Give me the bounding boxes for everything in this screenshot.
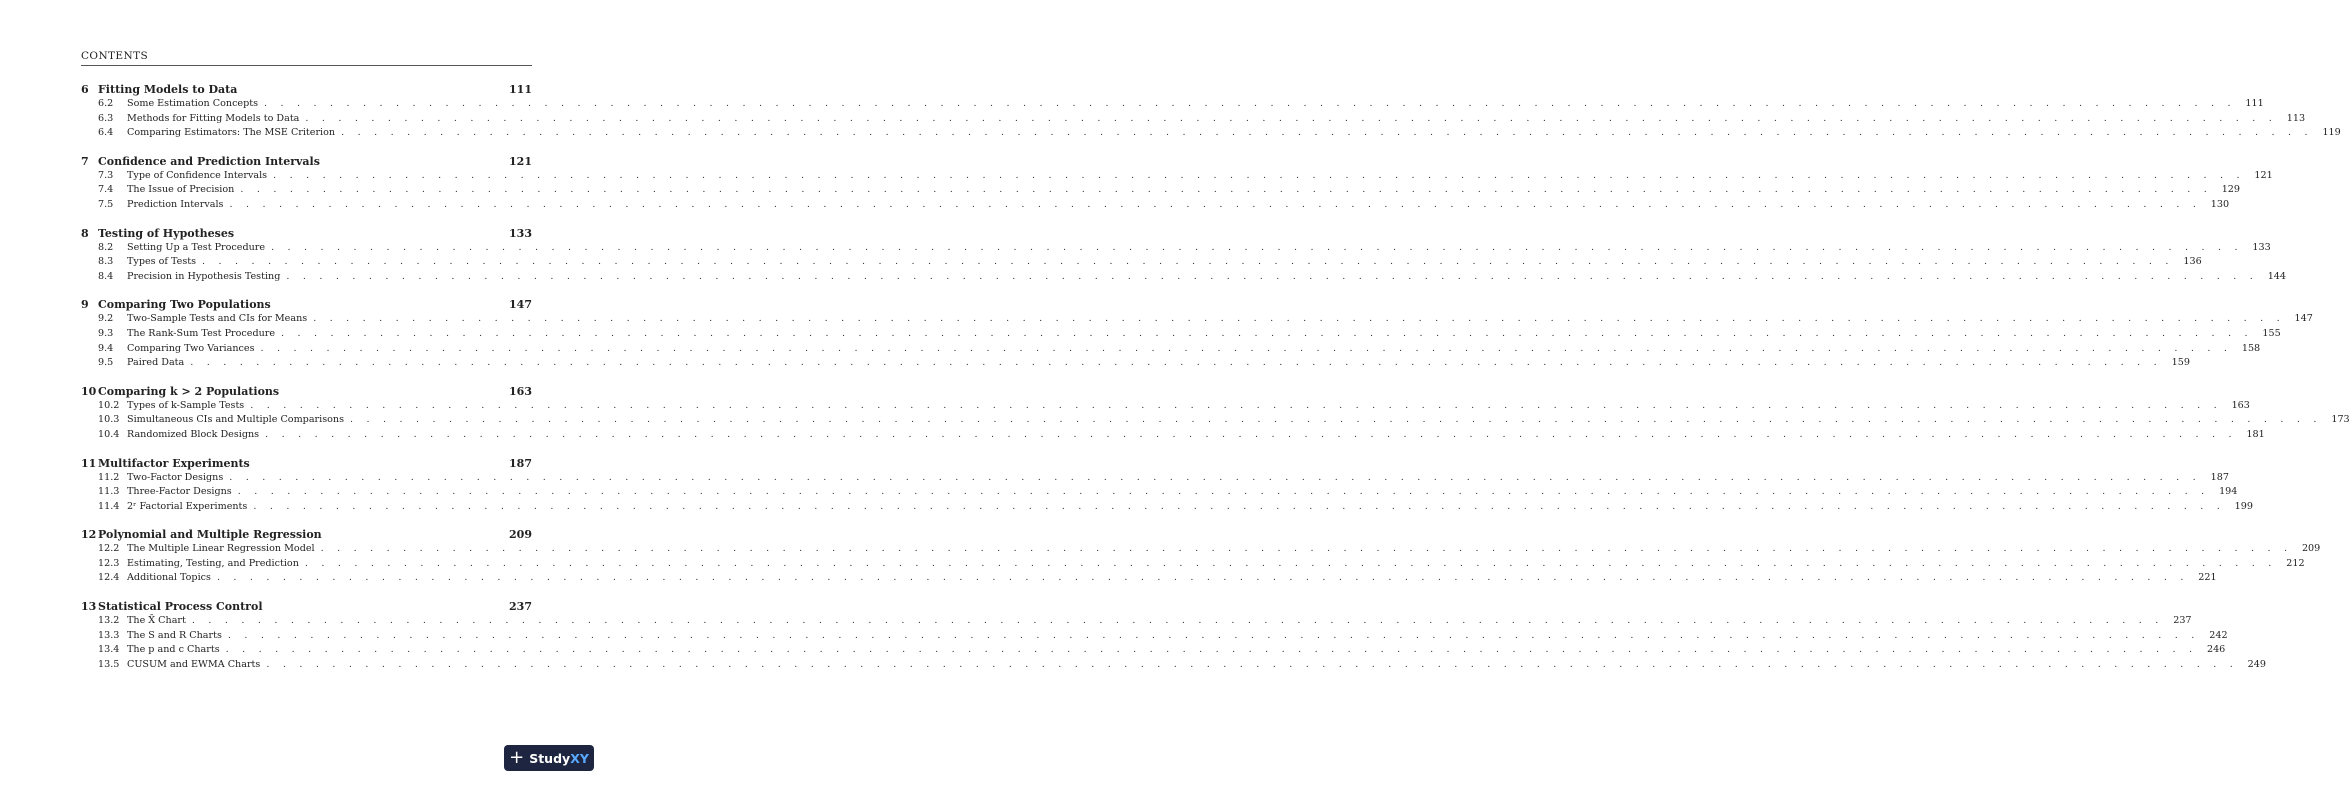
brand-accent: XY [570, 750, 589, 766]
chapter-title: Comparing k > 2 Populations [98, 384, 280, 398]
brand-main: Study [529, 750, 571, 766]
section-number: 9.5 [98, 357, 114, 369]
chapter-title: Polynomial and Multiple Regression [98, 528, 322, 542]
section-entry[interactable] [81, 500, 2253, 515]
section-number: 12.4 [98, 572, 120, 584]
section-title: Three-Factor Designs [127, 486, 232, 498]
section-entry[interactable] [81, 542, 2321, 557]
section-page: 121 [2254, 169, 2273, 181]
section-number: 6.4 [98, 127, 114, 139]
dot-leader: . . . . . . . . . . . . . . . . . . . . . . . . . . . . . . . . . . . . . . . . . . . . . . . . . . . . . . . . . . . . . . . . . . . . . . . . . . . . . . . . . . . . . . . . . . . . . . . . . . . . . . . . . . . . . . . . . . . . . . . . [266, 658, 2238, 670]
section-entry[interactable] [81, 614, 2192, 629]
section-title: The Issue of Precision [127, 184, 235, 196]
dot-leader: . . . . . . . . . . . . . . . . . . . . . . . . . . . . . . . . . . . . . . . . . . . . . . . . . . . . . . . . . . . . . . . . . . . . . . . . . . . . . . . . . . . . . . . . . . . . . . . . . . . . . . . . . . . . . . . . . . . . . . . . [229, 198, 2202, 210]
section-page: 181 [2246, 428, 2265, 440]
chapter-entry[interactable] [81, 457, 532, 471]
section-entry[interactable] [81, 356, 2190, 371]
section-page: 130 [2210, 198, 2230, 210]
chapter-title: Comparing Two Populations [98, 298, 271, 312]
section-title: Prediction Intervals [127, 198, 224, 210]
section-entry[interactable] [81, 571, 2217, 586]
section-entry[interactable] [81, 126, 2341, 141]
chapter-page: 209 [509, 528, 532, 542]
section-page: 173 [2331, 414, 2350, 426]
section-title: Additional Topics [127, 572, 211, 584]
dot-leader: . . . . . . . . . . . . . . . . . . . . . . . . . . . . . . . . . . . . . . . . . . . . . . . . . . . . . . . . . . . . . . . . . . . . . . . . . . . . . . . . . . . . . . . . . . . . . . . . . . . . . . . . . . . . . . . . . . . . . . . . [313, 313, 2285, 325]
chapter-entry[interactable] [81, 528, 532, 542]
section-number: 8.2 [98, 241, 114, 253]
section-title: 2ʳ Factorial Experiments [127, 500, 248, 512]
chapter-title: Confidence and Prediction Intervals [98, 154, 320, 168]
section-number: 10.2 [98, 399, 120, 411]
dot-leader: . . . . . . . . . . . . . . . . . . . . . . . . . . . . . . . . . . . . . . . . . . . . . . . . . . . . . . . . . . . . . . . . . . . . . . . . . . . . . . . . . . . . . . . . . . . . . . . . . . . . . . . . . . . . . . . . . . . . . . . . [227, 629, 2200, 641]
section-page: 155 [2262, 327, 2281, 339]
section-title: Two-Sample Tests and CIs for Means [127, 313, 308, 325]
section-number: 11.2 [98, 471, 120, 483]
dot-leader: . . . . . . . . . . . . . . . . . . . . . . . . . . . . . . . . . . . . . . . . . . . . . . . . . . . . . . . . . . . . . . . . . . . . . . . . . . . . . . . . . . . . . . . . . . . . . . . . . . . . . . . . . . . . . . . . . . . . . . . . [264, 98, 2236, 109]
section-page: 237 [2173, 615, 2192, 627]
section-page: 242 [2209, 629, 2228, 641]
section-title: Comparing Estimators: The MSE Criterion [127, 127, 336, 139]
section-entry[interactable] [81, 471, 2229, 486]
chapter-entry[interactable] [81, 155, 532, 169]
chapter-title: Fitting Models to Data [98, 83, 238, 96]
dot-leader: . . . . . . . . . . . . . . . . . . . . . . . . . . . . . . . . . . . . . . . . . . . . . . . . . . . . . . . . . . . . . . . . . . . . . . . . . . . . . . . . . . . . . . . . . . . . . . . . . . . . . . . . . . . . . . . . . . . . . . . . [281, 327, 2253, 339]
section-number: 7.4 [98, 184, 114, 196]
section-number: 10.4 [98, 428, 120, 440]
chapter-number: 9 [81, 298, 89, 312]
section-page: 212 [2286, 557, 2305, 569]
section-entry[interactable] [81, 629, 2228, 644]
dot-leader: . . . . . . . . . . . . . . . . . . . . . . . . . . . . . . . . . . . . . . . . . . . . . . . . . . . . . . . . . . . . . . . . . . . . . . . . . . . . . . . . . . . . . . . . . . . . . . . . . . . . . . . . . . . . . . . . . . . . . . . . [260, 342, 2233, 354]
section-entry[interactable] [81, 413, 2350, 428]
section-page: 111 [2245, 98, 2264, 109]
section-page: 163 [2231, 399, 2250, 411]
dot-leader: . . . . . . . . . . . . . . . . . . . . . . . . . . . . . . . . . . . . . . . . . . . . . . . . . . . . . . . . . . . . . . . . . . . . . . . . . . . . . . . . . . . . . . . . . . . . . . . . . . . . . . . . . . . . . . . . . . . . . . . . [225, 644, 2198, 656]
toc-chapter [81, 226, 2286, 285]
section-title: Randomized Block Designs [127, 428, 260, 440]
section-title: Types of k-Sample Tests [127, 399, 245, 411]
dot-leader: . . . . . . . . . . . . . . . . . . . . . . . . . . . . . . . . . . . . . . . . . . . . . . . . . . . . . . . . . . . . . . . . . . . . . . . . . . . . . . . . . . . . . . . . . . . . . . . . . . . . . . . . . . . . . . . . . . . . . . . . [240, 184, 2212, 196]
section-entry[interactable] [81, 241, 2271, 256]
section-title: The S and R Charts [127, 629, 222, 641]
section-page: 147 [2294, 313, 2313, 325]
section-number: 13.4 [98, 644, 120, 656]
section-entry[interactable] [81, 428, 2265, 443]
chapter-number: 7 [81, 154, 89, 168]
section-page: 129 [2221, 184, 2240, 196]
dot-leader: . . . . . . . . . . . . . . . . . . . . . . . . . . . . . . . . . . . . . . . . . . . . . . . . . . . . . . . . . . . . . . . . . . . . . . . . . . . . . . . . . . . . . . . . . . . . . . . . . . . . . . . . . . . . . . . . . . . . . . . . [229, 471, 2201, 483]
section-number: 7.5 [98, 198, 114, 210]
section-page: 144 [2267, 270, 2286, 282]
table-of-contents [81, 83, 2350, 672]
section-title: Estimating, Testing, and Prediction [127, 557, 299, 569]
section-title: The Rank-Sum Test Procedure [127, 327, 276, 339]
dot-leader: . . . . . . . . . . . . . . . . . . . . . . . . . . . . . . . . . . . . . . . . . . . . . . . . . . . . . . . . . . . . . . . . . . . . . . . . . . . . . . . . . . . . . . . . . . . . . . . . . . . . . . . . . . . . . . . . . . . . . . . . [191, 615, 2164, 627]
section-entry[interactable] [81, 327, 2281, 342]
plus-icon: + [509, 747, 525, 768]
section-title: Types of Tests [127, 256, 197, 268]
dot-leader: . . . . . . . . . . . . . . . . . . . . . . . . . . . . . . . . . . . . . . . . . . . . . . . . . . . . . . . . . . . . . . . . . . . . . . . . . . . . . . . . . . . . . . . . . . . . . . . . . . . . . . . . . . . . . . . . . . . . . . . . [202, 256, 2174, 268]
chapter-number: 12 [81, 528, 97, 542]
section-title: Methods for Fitting Models to Data [127, 112, 300, 124]
section-number: 9.3 [98, 327, 114, 339]
toc-chapter [81, 528, 2321, 586]
chapter-number: 6 [81, 83, 89, 96]
running-head [81, 50, 532, 66]
section-number: 13.5 [98, 658, 120, 670]
section-page: 187 [2210, 471, 2229, 483]
page [81, 50, 2350, 686]
dot-leader: . . . . . . . . . . . . . . . . . . . . . . . . . . . . . . . . . . . . . . . . . . . . . . . . . . . . . . . . . . . . . . . . . . . . . . . . . . . . . . . . . . . . . . . . . . . . . . . . . . . . . . . . . . . . . . . . . . . . . . . . [305, 112, 2278, 124]
chapter-entry[interactable] [81, 227, 532, 241]
chapter-page: 133 [509, 226, 532, 240]
toc-chapter [81, 298, 2313, 370]
section-number: 11.4 [98, 500, 120, 512]
section-title: The Multiple Linear Regression Model [127, 543, 315, 555]
section-entry[interactable] [81, 485, 2238, 500]
section-entry[interactable] [81, 198, 2230, 213]
dot-leader: . . . . . . . . . . . . . . . . . . . . . . . . . . . . . . . . . . . . . . . . . . . . . . . . . . . . . . . . . . . . . . . . . . . . . . . . . . . . . . . . . . . . . . . . . . . . . . . . . . . . . . . . . . . . . . . . . . . . . . . . [350, 414, 2322, 426]
chapter-page: 187 [509, 456, 532, 470]
toc-chapter [81, 456, 2253, 515]
section-entry[interactable] [81, 255, 2202, 270]
chapter-page: 237 [509, 600, 532, 614]
dot-leader: . . . . . . . . . . . . . . . . . . . . . . . . . . . . . . . . . . . . . . . . . . . . . . . . . . . . . . . . . . . . . . . . . . . . . . . . . . . . . . . . . . . . . . . . . . . . . . . . . . . . . . . . . . . . . . . . . . . . . . . . [216, 572, 2189, 584]
dot-leader: . . . . . . . . . . . . . . . . . . . . . . . . . . . . . . . . . . . . . . . . . . . . . . . . . . . . . . . . . . . . . . . . . . . . . . . . . . . . . . . . . . . . . . . . . . . . . . . . . . . . . . . . . . . . . . . . . . . . . . . . [250, 399, 2222, 411]
section-title: Simultaneous CIs and Multiple Comparisons [127, 414, 344, 426]
dot-leader: . . . . . . . . . . . . . . . . . . . . . . . . . . . . . . . . . . . . . . . . . . . . . . . . . . . . . . . . . . . . . . . . . . . . . . . . . . . . . . . . . . . . . . . . . . . . . . . . . . . . . . . . . . . . . . . . . . . . . . . . [253, 500, 2225, 512]
section-page: 159 [2171, 357, 2190, 369]
section-page: 119 [2322, 127, 2341, 139]
section-title: Paired Data [127, 357, 185, 369]
section-title: CUSUM and EWMA Charts [127, 658, 261, 670]
section-page: 221 [2198, 572, 2217, 584]
section-entry[interactable] [81, 270, 2286, 285]
dot-leader: . . . . . . . . . . . . . . . . . . . . . . . . . . . . . . . . . . . . . . . . . . . . . . . . . . . . . . . . . . . . . . . . . . . . . . . . . . . . . . . . . . . . . . . . . . . . . . . . . . . . . . . . . . . . . . . . . . . . . . . . [341, 127, 2313, 139]
section-entry[interactable] [81, 112, 2306, 127]
section-entry[interactable] [81, 342, 2261, 357]
chapter-page: 121 [509, 154, 532, 168]
section-number: 12.2 [98, 543, 120, 555]
section-entry[interactable] [81, 557, 2305, 572]
section-title: Setting Up a Test Procedure [127, 241, 266, 253]
chapter-number: 13 [81, 600, 97, 614]
section-page: 136 [2183, 256, 2202, 268]
section-page: 246 [2206, 644, 2226, 656]
section-page: 133 [2252, 241, 2271, 253]
section-number: 6.3 [98, 112, 114, 124]
section-title: Some Estimation Concepts [127, 98, 259, 109]
section-number: 11.3 [98, 486, 120, 498]
chapter-number: 11 [81, 456, 97, 470]
dot-leader: . . . . . . . . . . . . . . . . . . . . . . . . . . . . . . . . . . . . . . . . . . . . . . . . . . . . . . . . . . . . . . . . . . . . . . . . . . . . . . . . . . . . . . . . . . . . . . . . . . . . . . . . . . . . . . . . . . . . . . . . [265, 428, 2237, 440]
section-entry[interactable] [81, 183, 2240, 198]
chapter-number: 10 [81, 384, 97, 398]
section-entry[interactable] [81, 399, 2250, 414]
chapter-number: 8 [81, 226, 89, 240]
dot-leader: . . . . . . . . . . . . . . . . . . . . . . . . . . . . . . . . . . . . . . . . . . . . . . . . . . . . . . . . . . . . . . . . . . . . . . . . . . . . . . . . . . . . . . . . . . . . . . . . . . . . . . . . . . . . . . . . . . . . . . . . [320, 543, 2293, 555]
section-entry[interactable] [81, 658, 2266, 673]
section-entry[interactable] [81, 169, 2273, 184]
section-title: The p and c Charts [127, 644, 220, 656]
chapter-entry[interactable] [81, 298, 532, 312]
section-page: 158 [2241, 342, 2261, 354]
section-number: 8.4 [98, 270, 114, 282]
section-number: 9.4 [98, 342, 114, 354]
section-page: 199 [2234, 500, 2253, 512]
dot-leader: . . . . . . . . . . . . . . . . . . . . . . . . . . . . . . . . . . . . . . . . . . . . . . . . . . . . . . . . . . . . . . . . . . . . . . . . . . . . . . . . . . . . . . . . . . . . . . . . . . . . . . . . . . . . . . . . . . . . . . . . [304, 557, 2277, 569]
section-page: 113 [2286, 112, 2306, 124]
dot-leader: . . . . . . . . . . . . . . . . . . . . . . . . . . . . . . . . . . . . . . . . . . . . . . . . . . . . . . . . . . . . . . . . . . . . . . . . . . . . . . . . . . . . . . . . . . . . . . . . . . . . . . . . . . . . . . . . . . . . . . . . [273, 169, 2245, 181]
section-number: 7.3 [98, 169, 114, 181]
section-title: Precision in Hypothesis Testing [127, 270, 281, 282]
section-entry[interactable] [81, 643, 2226, 658]
dot-leader: . . . . . . . . . . . . . . . . . . . . . . . . . . . . . . . . . . . . . . . . . . . . . . . . . . . . . . . . . . . . . . . . . . . . . . . . . . . . . . . . . . . . . . . . . . . . . . . . . . . . . . . . . . . . . . . . . . . . . . . . [237, 486, 2210, 498]
section-page: 194 [2219, 486, 2238, 498]
chapter-page: 163 [509, 384, 532, 398]
chapter-title: Multifactor Experiments [98, 456, 250, 470]
chapter-entry[interactable] [81, 600, 532, 614]
chapter-page: 147 [509, 298, 532, 312]
toc-chapter [81, 600, 2266, 672]
section-number: 12.3 [98, 557, 120, 569]
section-entry[interactable] [81, 97, 2264, 112]
running-title: CONTENTS [81, 50, 149, 62]
toc-chapter [81, 384, 2350, 443]
chapter-title: Testing of Hypotheses [98, 226, 235, 240]
toc-chapter [81, 83, 2341, 141]
section-title: The X̄ Chart [127, 615, 186, 627]
dot-leader: . . . . . . . . . . . . . . . . . . . . . . . . . . . . . . . . . . . . . . . . . . . . . . . . . . . . . . . . . . . . . . . . . . . . . . . . . . . . . . . . . . . . . . . . . . . . . . . . . . . . . . . . . . . . . . . . . . . . . . . . [190, 357, 2162, 369]
section-title: Type of Confidence Intervals [127, 169, 268, 181]
dot-leader: . . . . . . . . . . . . . . . . . . . . . . . . . . . . . . . . . . . . . . . . . . . . . . . . . . . . . . . . . . . . . . . . . . . . . . . . . . . . . . . . . . . . . . . . . . . . . . . . . . . . . . . . . . . . . . . . . . . . . . . . [271, 241, 2243, 253]
chapter-page: 111 [509, 83, 532, 96]
section-page: 249 [2247, 658, 2266, 670]
chapter-title: Statistical Process Control [98, 600, 263, 614]
chapter-entry[interactable] [81, 83, 532, 97]
dot-leader: . . . . . . . . . . . . . . . . . . . . . . . . . . . . . . . . . . . . . . . . . . . . . . . . . . . . . . . . . . . . . . . . . . . . . . . . . . . . . . . . . . . . . . . . . . . . . . . . . . . . . . . . . . . . . . . . . . . . . . . . [286, 270, 2258, 282]
section-number: 13.3 [98, 629, 120, 641]
toc-chapter [81, 154, 2273, 213]
section-number: 13.2 [98, 615, 120, 627]
section-number: 9.2 [98, 313, 114, 325]
section-number: 10.3 [98, 414, 120, 426]
section-number: 6.2 [98, 98, 114, 109]
section-title: Two-Factor Designs [127, 471, 224, 483]
section-entry[interactable] [81, 312, 2313, 327]
chapter-entry[interactable] [81, 385, 532, 399]
studyxy-badge[interactable] [504, 745, 594, 771]
section-title: Comparing Two Variances [127, 342, 255, 354]
section-number: 8.3 [98, 256, 114, 268]
section-page: 209 [2301, 543, 2321, 555]
